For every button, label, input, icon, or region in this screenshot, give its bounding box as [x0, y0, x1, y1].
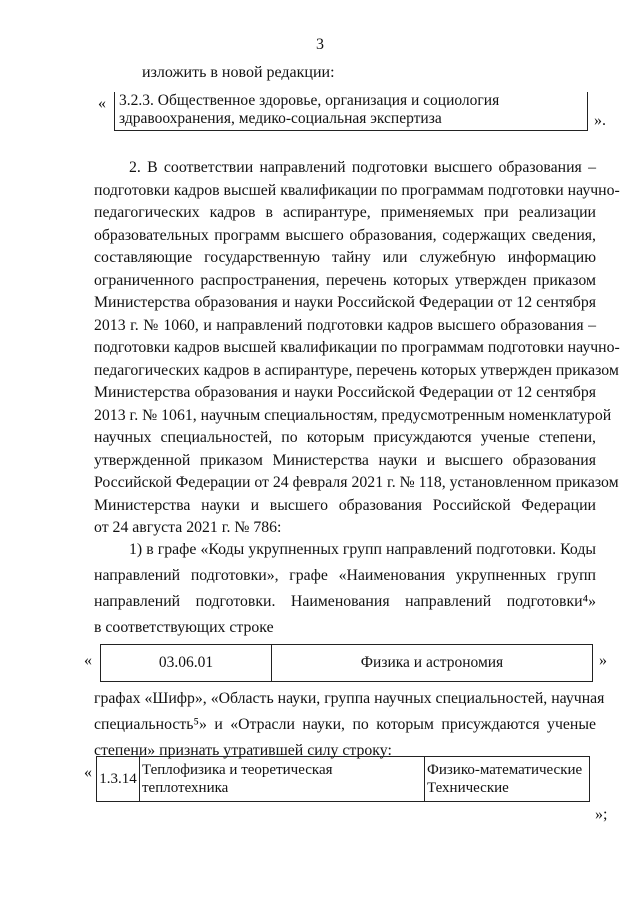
science-branch: Технические [427, 780, 509, 796]
text-line: ограниченного распространения, перечень которых утвержден приказом [94, 271, 596, 289]
table-2 [96, 756, 590, 802]
paragraph-3 [94, 537, 596, 641]
table-row [97, 757, 590, 802]
text-line: 2. В соответствии направлений подготовки высшего образования – [129, 159, 596, 176]
text-line: Министерства образования и науки Российской Федерации от 12 сентября [94, 294, 596, 311]
text-line: направлений подготовки. Наименования направлений подготовки⁴» [94, 593, 596, 610]
science-branches-cell [425, 757, 590, 802]
text-line: подготовки кадров высшей квалификации по программам подготовки научно- [94, 181, 620, 199]
text-line: от 24 августа 2021 г. № 786: [94, 519, 282, 536]
paragraph-2 [94, 157, 620, 540]
quoted-line-1: 3.2.3. Общественное здоровье, организация и социология [119, 92, 500, 109]
table-1-block [84, 644, 624, 682]
specialty-code-cell: 1.3.14 [97, 757, 140, 802]
table-2-block [84, 756, 624, 823]
text-line: специальность⁵» и «Отрасли науки, по которым присуждаются ученые [94, 716, 596, 733]
text-line: направлений подготовки», графе «Наименования укрупненных групп [94, 567, 596, 584]
intro-text: изложить в новой редакции: [142, 64, 335, 81]
text-line: Российской Федерации от 24 февраля 2021 г. № 118, установленном приказом [94, 474, 619, 491]
text-line: 2013 г. № 1061, научным специальностям, предусмотренным номенклатурой [94, 406, 612, 424]
text-line: утвержденной приказом Министерства науки и высшего образования [94, 451, 596, 469]
quoted-specialty-box [114, 92, 588, 131]
text-line: графах «Шифр», «Область науки, группа научных специальностей, научная [94, 690, 605, 707]
close-quote: »; [595, 806, 608, 823]
text-line: педагогических кадров в аспирантуре, применяемых при реализации [94, 204, 596, 221]
text-line: в соответствующих строке [94, 619, 274, 636]
open-quote: « [84, 764, 92, 781]
page-number: 3 [316, 36, 324, 53]
open-quote: « [98, 95, 106, 112]
table-row [101, 645, 593, 682]
paragraph-4 [94, 686, 605, 764]
quoted-line-2: здравоохранения, медико-социальная экспертиза [119, 110, 442, 127]
text-line: 1) в графе «Коды укрупненных групп направлений подготовки. Коды [129, 541, 596, 558]
close-quote: ». [594, 112, 606, 129]
open-quote: « [84, 652, 92, 669]
direction-code-cell: 03.06.01 [101, 645, 272, 682]
table-1 [100, 644, 593, 682]
quote-block-1 [98, 92, 618, 132]
text-line: педагогических кадров в аспирантуре, перечень которых утвержден приказом [94, 361, 619, 379]
text-line: образовательных программ высшего образования, содержащих сведения, [94, 226, 596, 244]
text-line: Министерства науки и высшего образования Российской Федерации [94, 496, 596, 514]
text-line: подготовки кадров высшей квалификации по программам подготовки научно- [94, 339, 620, 356]
specialty-name-cell: Теплофизика и теоретическая теплотехника [140, 757, 425, 802]
text-line: Министерства образования и науки Российской Федерации от 12 сентября [94, 384, 596, 401]
direction-name-cell: Физика и астрономия [272, 645, 593, 682]
text-line: научных специальностей, по которым присуждаются ученые степени, [94, 429, 596, 446]
science-branch: Физико-математические [427, 762, 583, 778]
text-line: степени» признать утратившей силу строку: [94, 742, 392, 759]
close-quote: » [599, 652, 607, 669]
text-line: составляющие государственную тайну или служебную информацию [94, 249, 596, 266]
text-line: 2013 г. № 1060, и направлений подготовки кадров высшего образования – [94, 316, 596, 334]
